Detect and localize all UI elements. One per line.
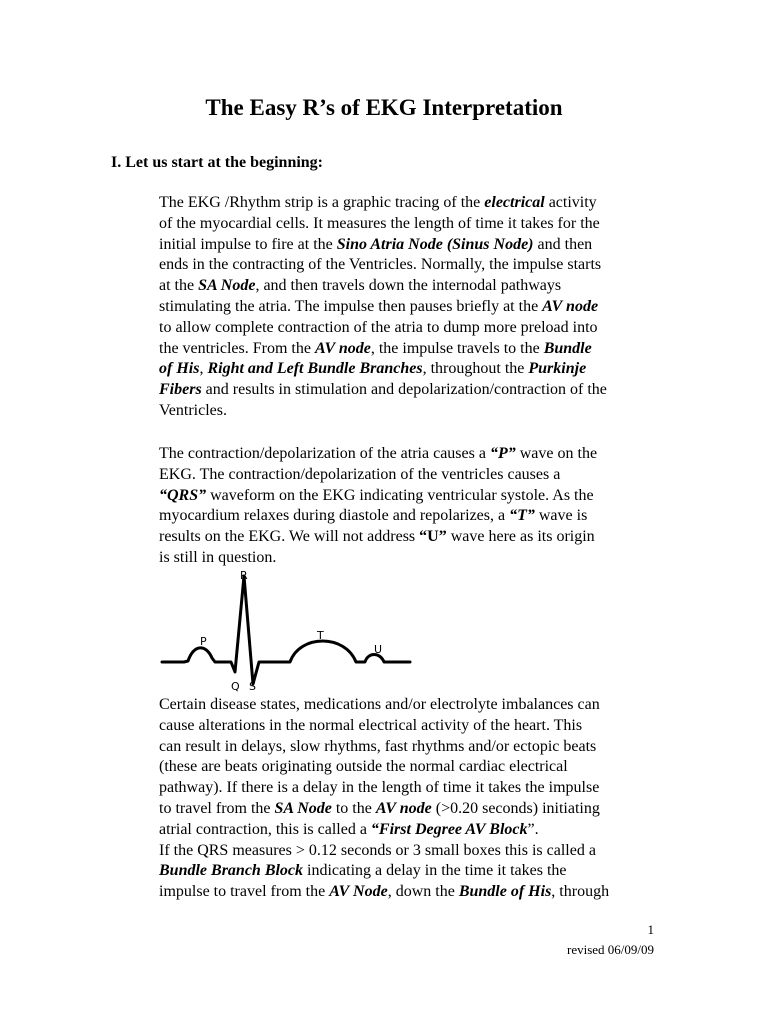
section-heading: I. Let us start at the beginning: (111, 154, 324, 171)
text-run: cause alterations in the normal electrical activity of the heart. This (159, 716, 583, 734)
emphasized-term: Bundle of His (458, 883, 552, 901)
text-run: ends in the contracting of the Ventricles. Normally, the impulse starts (159, 256, 602, 274)
ekg-label-s: S (249, 680, 256, 693)
emphasized-term: SA Node (274, 799, 332, 817)
ekg-label-t: T (317, 629, 324, 642)
text-run: , down the (387, 883, 459, 901)
emphasized-term: Sino Atria Node (Sinus Node) (336, 235, 534, 253)
text-line (159, 359, 659, 380)
text-run: If the QRS measures > 0.12 seconds or 3 small boxes this is called a (159, 841, 596, 859)
text-run: atrial contraction, this is called a (159, 820, 371, 838)
text-line (159, 318, 659, 339)
emphasized-term: Purkinje (528, 360, 587, 378)
emphasized-term: SA Node (198, 277, 256, 295)
text-run: at the (159, 277, 199, 295)
text-run: pathway). If there is a delay in the length of time it takes the impulse (159, 779, 600, 797)
text-run: (these are beats originating outside the normal cardiac electrical (159, 758, 568, 776)
text-run: (>0.20 seconds) initiating (431, 799, 600, 817)
page-number: 1 (647, 922, 654, 937)
text-line (159, 255, 659, 276)
emphasized-term: AV node (375, 799, 432, 817)
text-run: EKG. The contraction/depolarization of the ventricles causes a (159, 465, 561, 483)
text-run: results on the EKG. We will not address (159, 528, 420, 546)
text-run: of the myocardial cells. It measures the length of time it takes for the (159, 214, 600, 232)
ekg-trace-line (162, 576, 410, 684)
text-line (159, 841, 659, 862)
text-line (159, 757, 659, 778)
text-run: , throughout the (422, 360, 529, 378)
text-run: indicating a delay in the time it takes the (303, 862, 567, 880)
text-line (159, 882, 659, 903)
paragraph-waves (159, 444, 659, 569)
text-run: impulse to travel from the (159, 883, 330, 901)
text-run: to allow complete contraction of the atria to dump more preload into (159, 318, 598, 336)
text-run: The contraction/depolarization of the atria causes a (159, 445, 490, 462)
text-run: The EKG /Rhythm strip is a graphic tracing of the (159, 194, 485, 211)
text-line (159, 506, 659, 527)
emphasized-term: AV Node (329, 883, 388, 901)
text-line (159, 695, 659, 716)
ekg-label-u: U (374, 643, 383, 656)
emphasized-term: “U” (419, 528, 447, 546)
emphasized-term: “P” (489, 445, 516, 462)
ekg-waveform-figure (160, 566, 420, 696)
text-run: , through (551, 883, 610, 901)
text-line (159, 444, 659, 465)
emphasized-term: electrical (484, 194, 545, 211)
text-line (159, 193, 659, 214)
text-run: to the (331, 799, 376, 817)
emphasized-term: Fibers (159, 381, 202, 399)
text-line (159, 214, 659, 235)
text-run: the ventricles. From the (159, 339, 315, 357)
emphasized-term: AV node (542, 297, 599, 315)
ekg-label-r: R (240, 569, 248, 582)
revision-date: revised 06/09/09 (566, 942, 654, 957)
text-run: , the impulse travels to the (370, 339, 544, 357)
text-line (159, 465, 659, 486)
text-line (159, 401, 659, 422)
text-line (159, 799, 659, 820)
text-run: and results in stimulation and depolarization/contraction of the (201, 381, 607, 399)
text-line (159, 339, 659, 360)
emphasized-term: “QRS” (159, 486, 207, 504)
emphasized-term: “First Degree AV Block (370, 820, 528, 838)
text-run: Ventricles. (159, 401, 227, 419)
text-run: ”. (527, 820, 539, 838)
text-line (159, 716, 659, 737)
text-run: wave is (534, 507, 588, 525)
text-run: Certain disease states, medications and/or electrolyte imbalances can (159, 696, 600, 713)
text-run: to travel from the (159, 799, 275, 817)
emphasized-term: of His (159, 360, 200, 378)
text-run: is still in question. (159, 548, 277, 566)
text-line (159, 737, 659, 758)
text-line (159, 527, 659, 548)
text-line (159, 276, 659, 297)
document-title: The Easy R’s of EKG Interpretation (205, 95, 563, 120)
ekg-label-q: Q (231, 680, 240, 693)
text-line (159, 861, 659, 882)
text-line (159, 778, 659, 799)
text-line (159, 820, 659, 841)
text-run: waveform on the EKG indicating ventricular systole. As the (206, 486, 594, 504)
emphasized-term: Bundle (543, 339, 592, 357)
paragraph-intro (159, 193, 659, 422)
text-run: , (199, 360, 208, 378)
text-run: initial impulse to fire at the (159, 235, 337, 253)
text-run: stimulating the atria. The impulse then pauses briefly at the (159, 297, 543, 315)
text-run: myocardium relaxes during diastole and repolarizes, a (159, 507, 510, 525)
text-line (159, 380, 659, 401)
emphasized-term: “T” (509, 507, 535, 525)
text-run: wave on the (515, 445, 598, 462)
text-line (159, 235, 659, 256)
emphasized-term: AV node (314, 339, 371, 357)
text-run: can result in delays, slow rhythms, fast rhythms and/or ectopic beats (159, 737, 597, 755)
paragraph-abnormalities (159, 695, 659, 903)
emphasized-term: Right and Left Bundle Branches (207, 360, 423, 378)
text-run: wave here as its origin (446, 528, 595, 546)
emphasized-term: Bundle Branch Block (159, 862, 304, 880)
text-run: and then (533, 235, 593, 253)
ekg-label-p: P (200, 635, 207, 648)
text-run: activity (544, 194, 597, 211)
text-line (159, 297, 659, 318)
text-line (159, 486, 659, 507)
text-run: , and then travels down the internodal pathways (255, 277, 562, 295)
